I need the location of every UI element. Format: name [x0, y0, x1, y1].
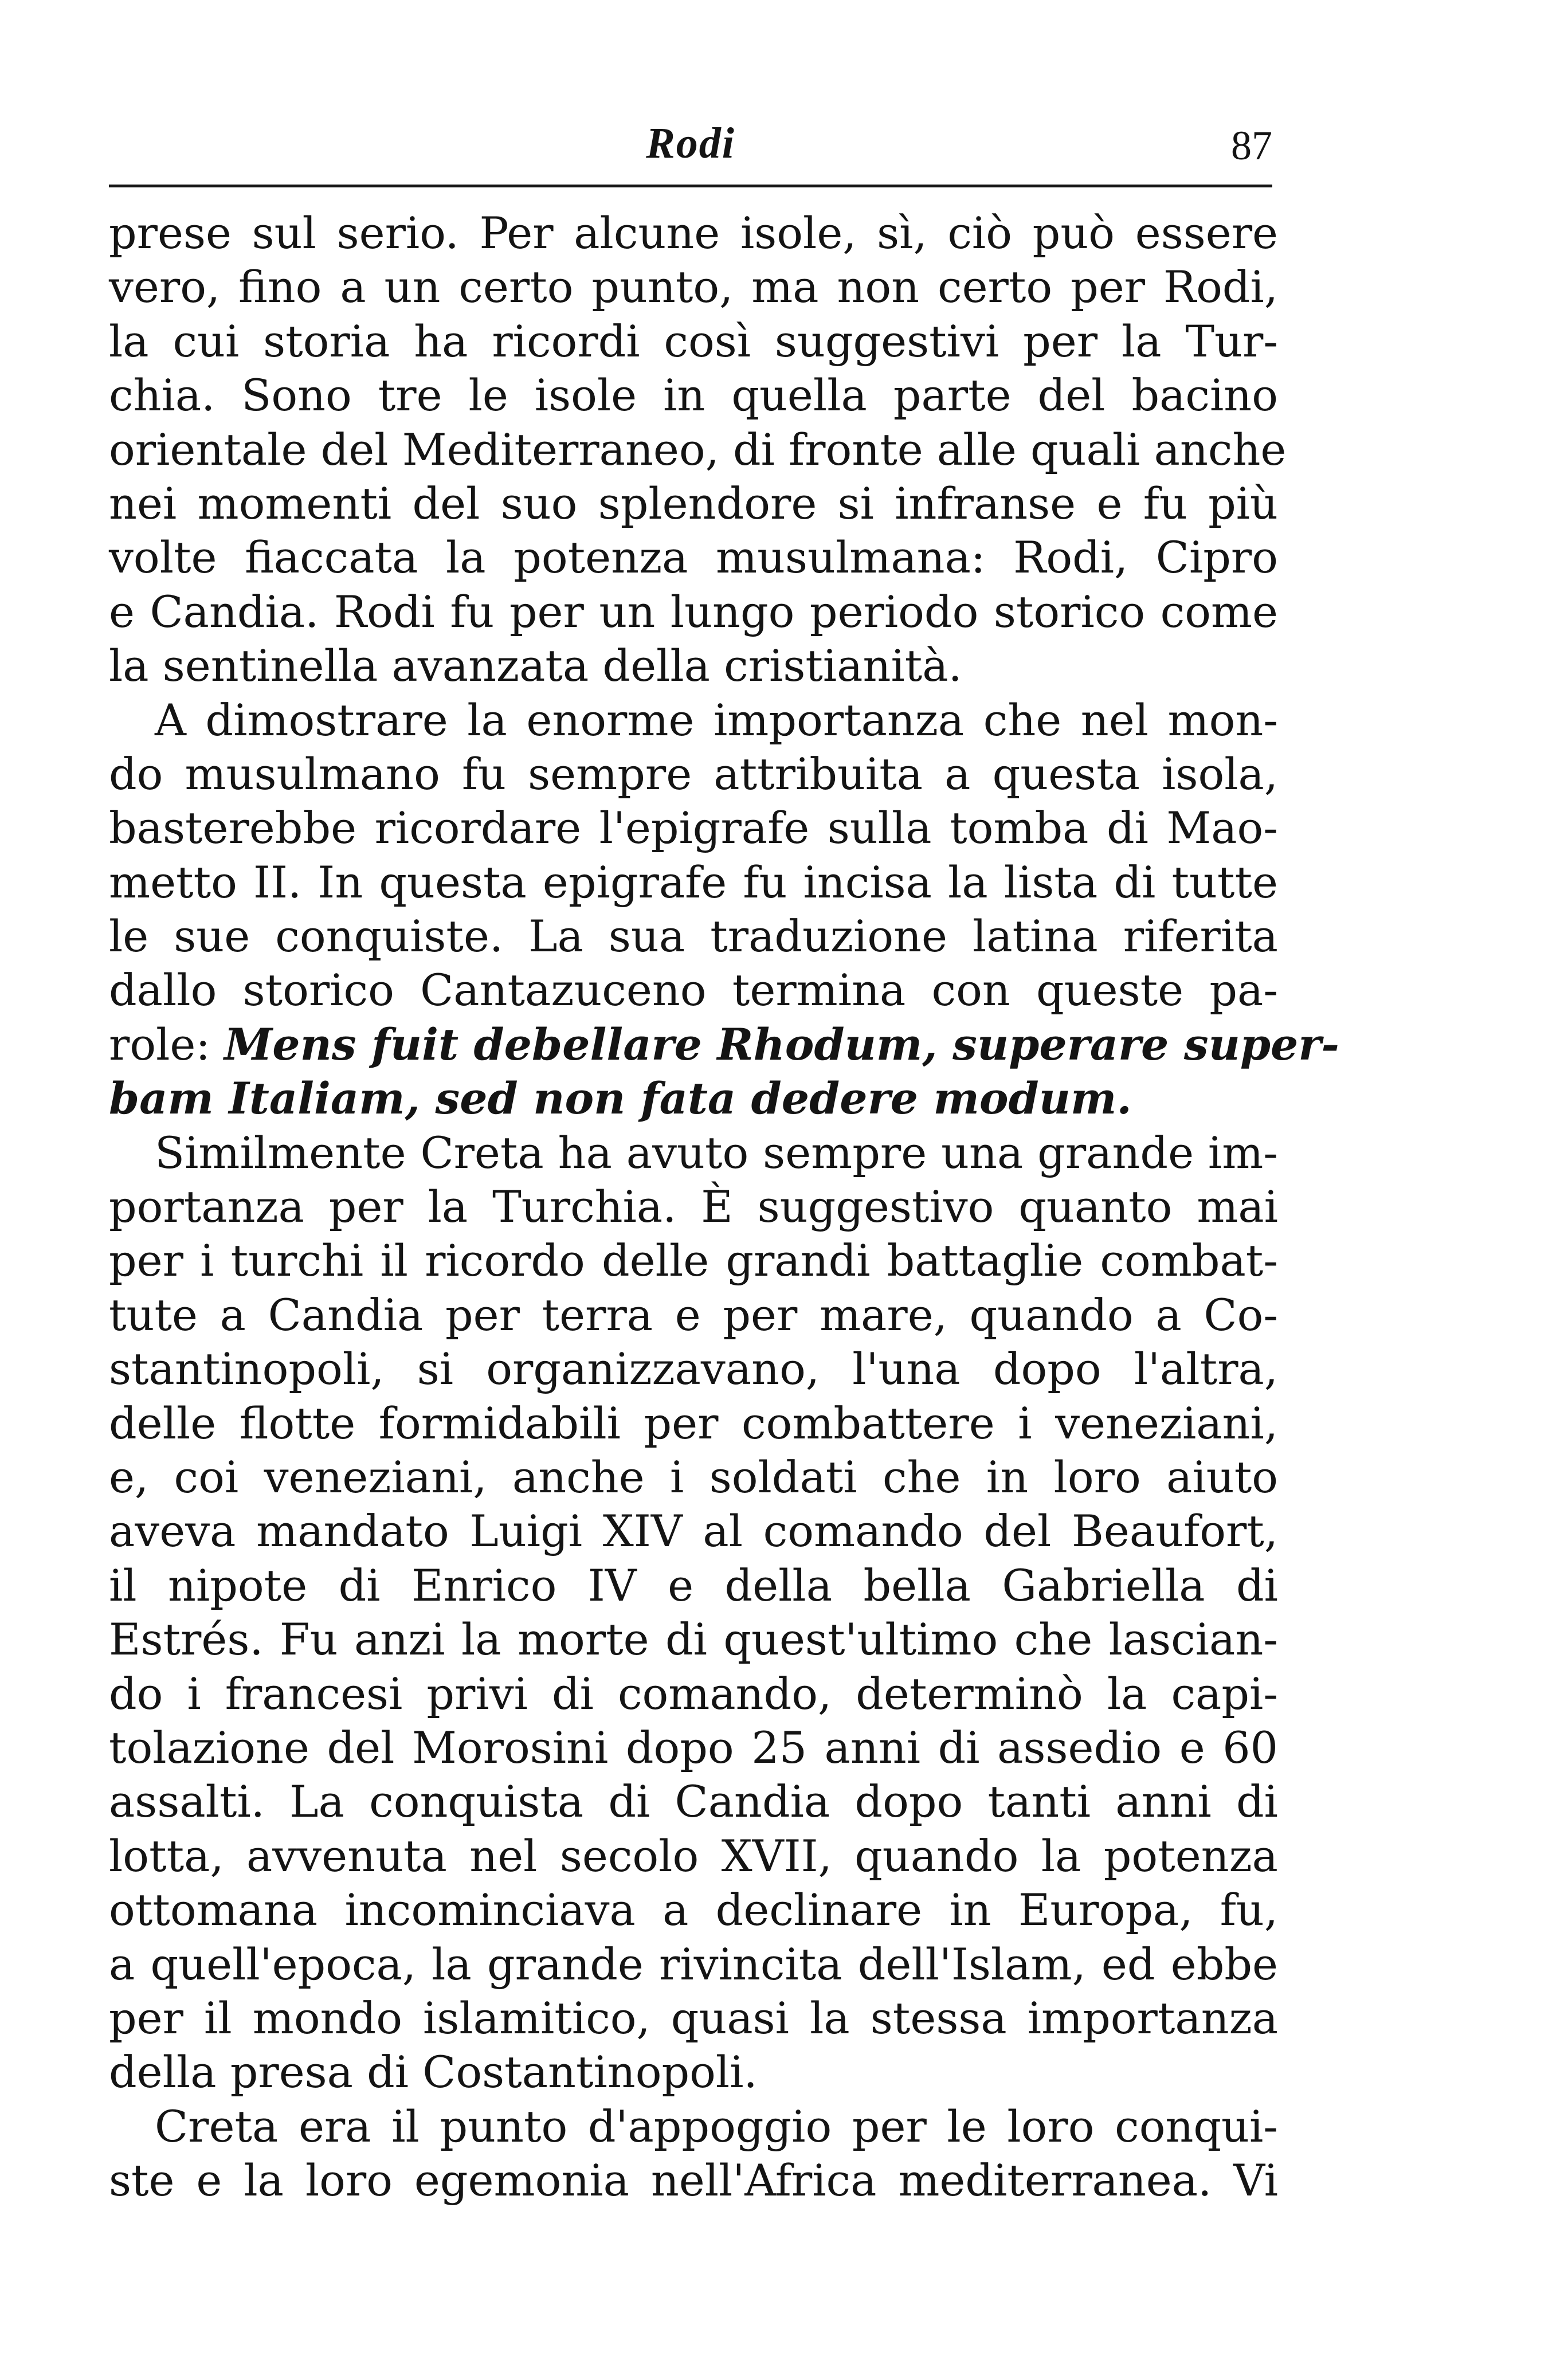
- text-line: la sentinella avanzata della cristianità.: [109, 640, 962, 692]
- text-line: ste e la loro egemonia nell'Africa mediterranea. Vi: [109, 2155, 1278, 2206]
- text-line: le sue conquiste. La sua traduzione latina riferita: [109, 911, 1278, 962]
- text-line: do musulmano fu sempre attribuita a questa isola,: [109, 748, 1278, 799]
- text-line: ottomana incominciava a declinare in Europa, fu,: [109, 1884, 1278, 1936]
- text-line: tolazione del Morosini dopo 25 anni di assedio e 60: [109, 1722, 1278, 1773]
- text-line: assalti. La conquista di Candia dopo tanti anni di: [109, 1776, 1278, 1828]
- text-line: basterebbe ricordare l'epigrafe sulla tomba di Mao-: [109, 802, 1278, 854]
- text-line: metto II. In questa epigrafe fu incisa la lista di tutte: [109, 856, 1278, 908]
- paragraph: [109, 1126, 1278, 2100]
- text-line: e Candia. Rodi fu per un lungo periodo storico come: [109, 586, 1278, 637]
- text-run: role:: [109, 1018, 225, 1070]
- paragraph: [109, 2100, 1278, 2208]
- page-header: [109, 115, 1272, 178]
- text-line: Creta era il punto d'appoggio per le loro conqui-: [155, 2100, 1278, 2152]
- italic-quote: bam Italiam, sed non fata dedere modum.: [109, 1073, 1132, 1124]
- text-line: per il mondo islamitico, quasi la stessa importanza: [109, 1992, 1278, 2044]
- text-line: prese sul serio. Per alcune isole, sì, ciò può essere: [109, 207, 1278, 258]
- text-line: Similmente Creta ha avuto sempre una grande im-: [155, 1127, 1278, 1178]
- text-line: a quell'epoca, la grande rivincita dell'Islam, ed ebbe: [109, 1938, 1278, 1990]
- text-line: volte fiaccata la potenza musulmana: Rodi, Cipro: [109, 532, 1278, 583]
- paragraph: [109, 206, 1287, 693]
- text-line: il nipote di Enrico IV e della bella Gabriella di: [109, 1559, 1278, 1611]
- text-line: la cui storia ha ricordi così suggestivi per la Tur-: [109, 315, 1278, 367]
- italic-quote: Mens fuit debellare Rhodum, superare super-: [224, 1018, 1339, 1070]
- text-line: aveva mandato Luigi XIV al comando del Beaufort,: [109, 1505, 1278, 1557]
- text-line: vero, fino a un certo punto, ma non certo per Rodi,: [109, 261, 1278, 313]
- header-rule: [109, 185, 1272, 187]
- body-text: [109, 206, 1339, 2208]
- text-line: delle flotte formidabili per combattere i veneziani,: [109, 1397, 1278, 1449]
- text-line: e, coi veneziani, anche i soldati che in loro aiuto: [109, 1451, 1278, 1503]
- text-line: dallo storico Cantazuceno termina con queste pa-: [109, 964, 1278, 1016]
- page-number: 87: [1231, 123, 1272, 168]
- text-line: nei momenti del suo splendore si infranse e fu più: [109, 477, 1278, 529]
- running-title: Rodi: [646, 119, 735, 167]
- text-line: portanza per la Turchia. È suggestivo quanto mai: [109, 1181, 1278, 1233]
- text-line: per i turchi il ricordo delle grandi battaglie combat-: [109, 1235, 1278, 1287]
- text-line: chia. Sono tre le isole in quella parte del bacino: [109, 370, 1278, 421]
- text-line: stantinopoli, si organizzavano, l'una dopo l'altra,: [109, 1343, 1278, 1395]
- text-line-mixed: [109, 1018, 1339, 1072]
- text-line: A dimostrare la enorme importanza che nel mon-: [155, 694, 1278, 746]
- text-line: Estrés. Fu anzi la morte di quest'ultimo che lascian-: [109, 1614, 1278, 1665]
- paragraph: [109, 693, 1339, 1126]
- text-line: do i francesi privi di comando, determinò la capi-: [109, 1668, 1278, 1719]
- text-line: orientale del Mediterraneo, di fronte alle quali anche: [109, 424, 1287, 475]
- text-line: lotta, avvenuta nel secolo XVII, quando la potenza: [109, 1830, 1278, 1881]
- text-line: della presa di Costantinopoli.: [109, 2046, 758, 2098]
- text-line: tute a Candia per terra e per mare, quando a Co-: [109, 1289, 1278, 1340]
